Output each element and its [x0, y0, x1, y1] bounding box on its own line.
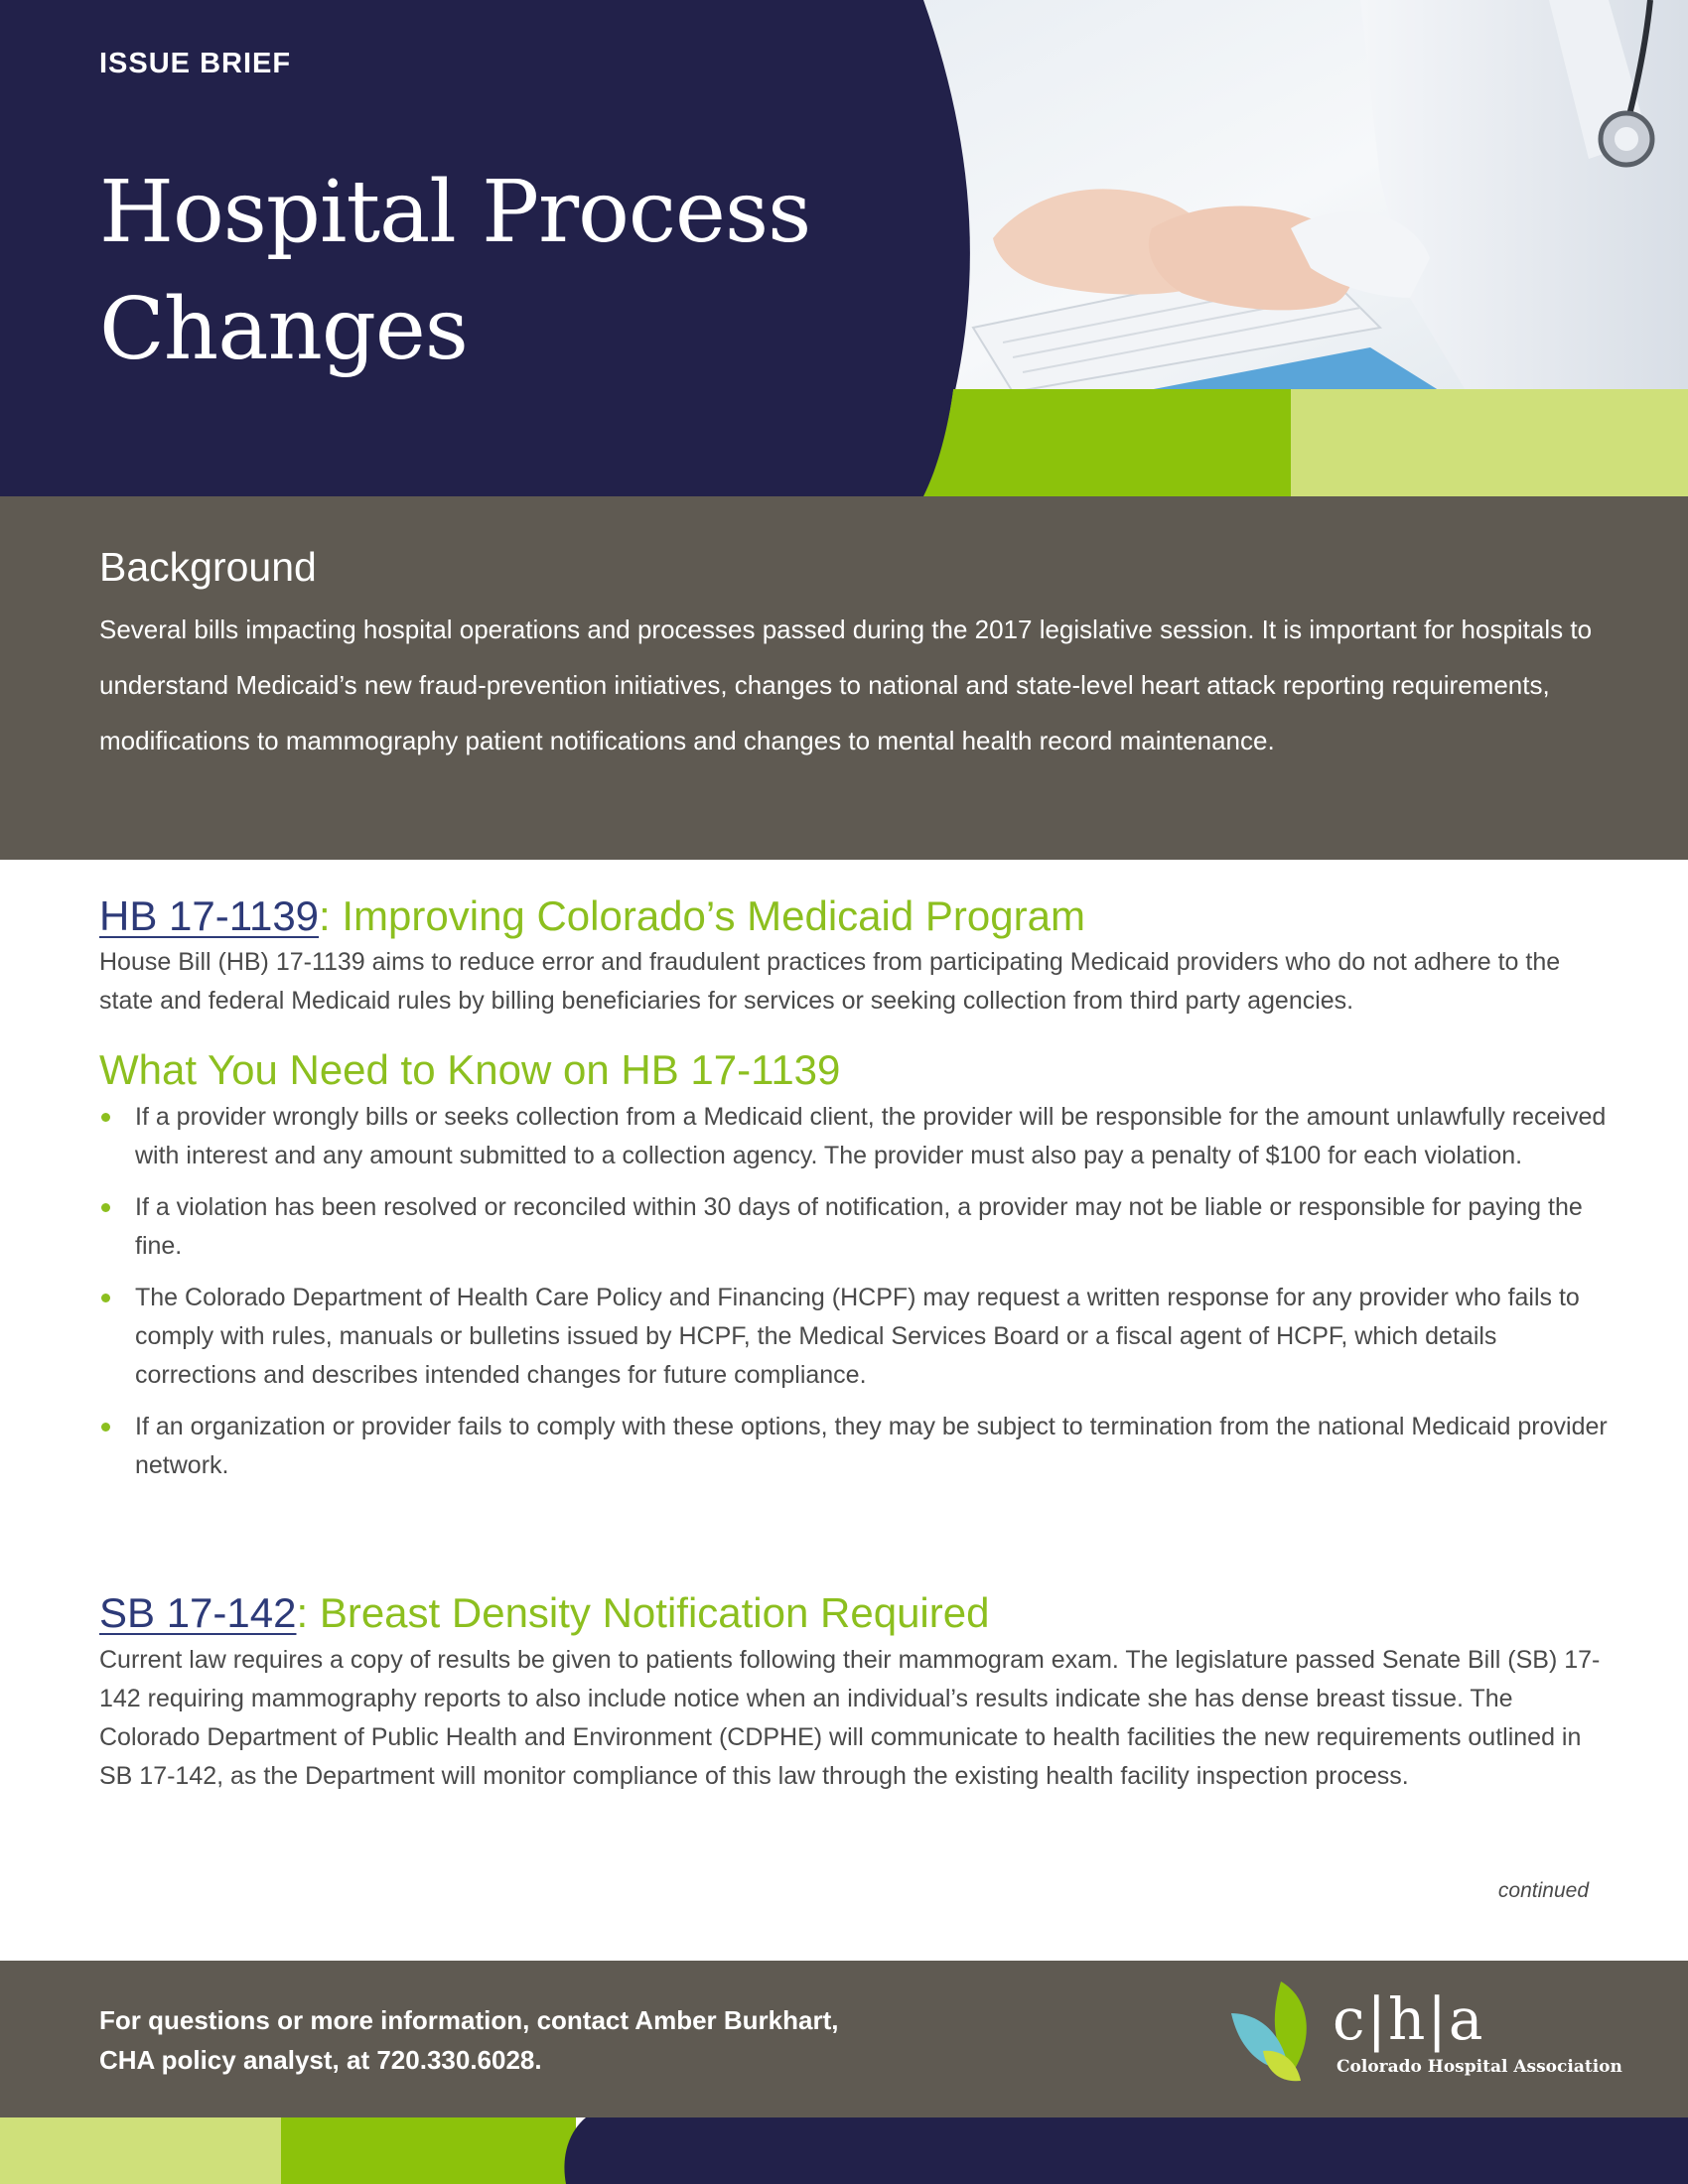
sb-section-title [99, 1589, 989, 1637]
continued-label: continued [1497, 1879, 1589, 1902]
list-item [99, 1279, 1609, 1395]
document-title [99, 154, 914, 388]
cha-logo [1223, 1974, 1620, 2093]
bullet-text: If a violation has been resolved or reconciled within 30 days of notification, a provider may not be liable or responsible for paying the fine. [135, 1193, 1583, 1260]
contact-line-2: CHA policy analyst, at 720.330.6028. [99, 2045, 542, 2075]
bullet-dot-icon [101, 1203, 110, 1212]
header-banner [0, 0, 1688, 496]
bullet-dot-icon [101, 1423, 110, 1432]
bullet-dot-icon [101, 1294, 110, 1302]
bullet-text: If a provider wrongly bills or seeks collection from a Medicaid client, the provider will be responsible for the amount unlawfully received with interest and any amount submitted to a collection agency. The provider must also pay a penalty of $100 for each violation. [135, 1103, 1607, 1169]
bullet-dot-icon [101, 1113, 110, 1122]
bullet-text: The Colorado Department of Health Care Policy and Financing (HCPF) may request a written response for any provider who fails to comply with rules, manuals or bulletins issued by HCPF, the Medical Services Board or a fiscal agent of HCPF, which details corrections and describes intended changes for future compliance. [135, 1284, 1580, 1389]
leaf-logo-icon [1223, 1974, 1333, 2093]
list-item [99, 1188, 1609, 1266]
hb-title-text: : Improving Colorado’s Medicaid Program [319, 892, 1085, 939]
title-line-2: Changes [99, 280, 468, 379]
background-text: Several bills impacting hospital operations and processes passed during the 2017 legislative session. It is important for hospitals to understand Medicaid’s new fraud-prevention initiatives, changes to national and state-level heart attack reporting requirements, modifications to mammography patient notifications and changes to mental health record maintenance. [99, 614, 1593, 755]
issue-brief-label: ISSUE BRIEF [99, 48, 292, 79]
sb-bill-link[interactable]: SB 17-142 [99, 1589, 297, 1636]
hb-section-title [99, 892, 1085, 940]
logo-wordmark: c|h|a [1333, 1985, 1485, 2053]
bottom-color-strip [0, 2117, 1688, 2184]
need-to-know-heading: What You Need to Know on HB 17-1139 [99, 1046, 841, 1093]
hb-bill-link[interactable]: HB 17-1139 [99, 892, 320, 939]
logo-subtitle: Colorado Hospital Association [1336, 2057, 1622, 2077]
sb-body-text: Current law requires a copy of results be given to patients following their mammogram exam. The legislature passed Senate Bill (SB) 17-142 requiring mammography reports to also include notice when an individual’s results indicate she has dense breast tissue. The Colorado Department of Public Health and Environment (CDPHE) will communicate to health facilities the new requirements outlined in SB 17-142, as the Department will monitor compliance of this law through the existing health facility inspection process. [99, 1646, 1601, 1790]
sb-title-text: : Breast Density Notification Required [296, 1589, 990, 1636]
contact-line-1: For questions or more information, contact Amber Burkhart, [99, 2005, 839, 2035]
bullet-text: If an organization or provider fails to comply with these options, they may be subject to termination from the national Medicaid provider network. [135, 1413, 1608, 1479]
background-heading: Background [99, 544, 317, 590]
list-item [99, 1408, 1609, 1485]
title-line-1: Hospital Process [99, 163, 811, 262]
footer-contact-text [99, 2000, 993, 2080]
hb-bullet-list [99, 1098, 1609, 1498]
list-item [99, 1098, 1609, 1175]
hb-intro-text: House Bill (HB) 17-1139 aims to reduce error and fraudulent practices from participating Medicaid providers who do not adhere to the state and federal Medicaid rules by billing beneficiaries for services or seeking collection from third party agencies. [99, 948, 1561, 1015]
